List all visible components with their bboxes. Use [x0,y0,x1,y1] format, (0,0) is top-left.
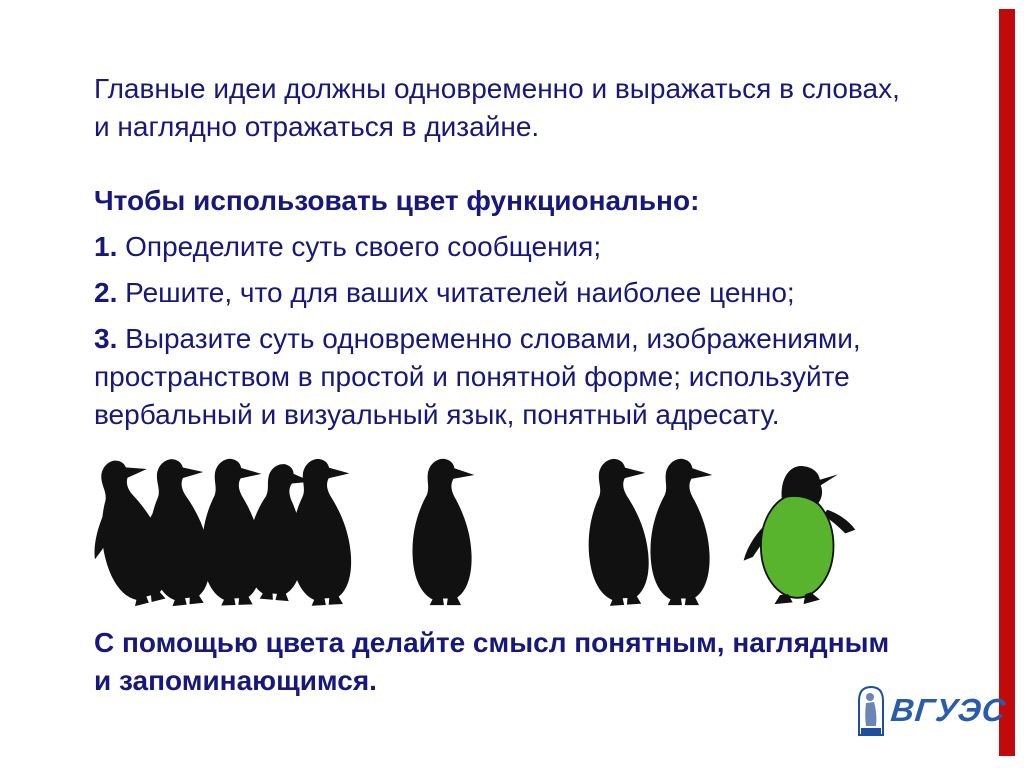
conclusion-line-2: и запоминающимся. [94,665,377,696]
item-3-line-3: вербальный и визуальный язык, понятный адресату. [94,399,780,430]
item-3-line-1: 3. Выразите суть одновременно словами, изображениями, [94,323,861,354]
black-penguin-icon [274,453,368,609]
vvsu-logo [856,684,1009,738]
section-heading: Чтобы использовать цвет функционально: [94,185,700,216]
item-2-number: 2. [94,277,118,308]
penguin-illustration [85,448,895,613]
green-penguin-icon [740,453,858,611]
green-penguin-body [761,494,834,597]
vvsu-logo-text: ВГУЭС [889,692,1009,728]
accent-bar [999,9,1015,756]
list-item-3 [94,320,861,434]
item-1-number: 1. [94,231,118,262]
item-3-line-2: пространством в простой и понятной форме; используйте [94,361,850,392]
conclusion-paragraph [94,624,889,700]
vvsu-emblem-icon [856,684,886,738]
list-item-2 [94,274,795,312]
conclusion-line-1: С помощью цвета делайте смысл понятным, наглядным [94,627,890,658]
item-3-number: 3. [94,323,118,354]
black-penguin-icon [400,455,486,607]
intro-line-1: Главные идеи должны одновременно и выражаться в словах, [94,73,900,104]
list-item-1 [94,228,601,266]
intro-line-2: и наглядно отражаться в дизайне. [94,111,540,142]
black-penguin-icon [638,455,724,607]
item-1-text: Определите суть своего сообщения; [125,231,602,262]
item-2-text: Решите, что для ваших читателей наиболее ценно; [125,277,795,308]
intro-paragraph [94,70,900,146]
